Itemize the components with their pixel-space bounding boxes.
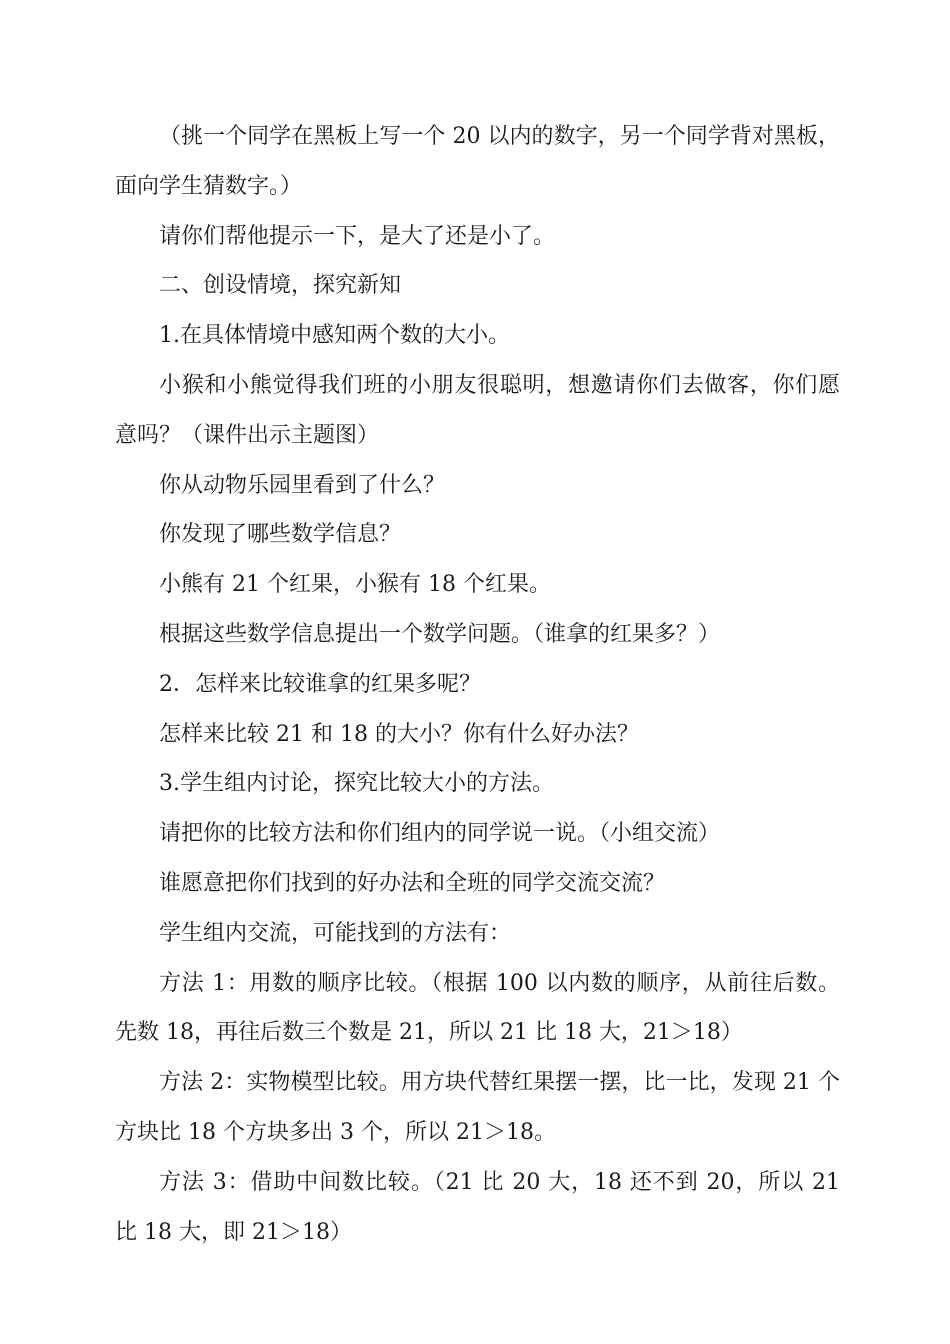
paragraph-group-discussion: 请把你的比较方法和你们组内的同学说一说。（小组交流） — [159, 821, 721, 847]
paragraph-question-math-info: 你发现了哪些数学信息？ — [159, 522, 402, 548]
paragraph-method-1: 方法 1：用数的顺序比较。（根据 100 以内数的顺序，从前往后数。先数 18，再往后数三个数是 21，所以 21 比 18 大，21＞18） — [115, 970, 840, 1046]
paragraph-compare-question: 怎样来比较 21 和 18 的大小？你有什么好办法？ — [159, 721, 639, 747]
paragraph-guess-number-activity: （挑一个同学在黑板上写一个 20 以内的数字，另一个同学背对黑板，面向学生猜数字。） — [115, 124, 840, 199]
paragraph-invitation: 小猴和小熊觉得我们班的小朋友很聪明，想邀请你们去做客，你们愿意吗？（课件出示主题图） — [115, 372, 840, 448]
paragraph-fruit-counts: 小熊有 21 个红果，小猴有 18 个红果。 — [159, 572, 551, 598]
document-body — [115, 112, 840, 1257]
paragraph-share-methods: 谁愿意把你们找到的好办法和全班的同学交流交流？ — [159, 870, 666, 896]
paragraph-method-3: 方法 3：借助中间数比较。（21 比 20 大，18 还不到 20，所以 21 比 18 大，即 21＞18） — [115, 1169, 840, 1245]
paragraph-step-2: 2．怎样来比较谁拿的红果多呢？ — [159, 671, 481, 697]
paragraph-pose-question: 根据这些数学信息提出一个数学问题。（谁拿的红果多？） — [159, 621, 721, 647]
paragraph-hint-prompt: 请你们帮他提示一下，是大了还是小了。 — [159, 223, 556, 249]
paragraph-method-2: 方法 2：实物模型比较。用方块代替红果摆一摆，比一比，发现 21 个方块比 18 个方块多出 3 个，所以 21＞18。 — [115, 1070, 840, 1145]
paragraph-possible-methods: 学生组内交流，可能找到的方法有： — [159, 920, 512, 946]
section-heading-create-situation: 二、创设情境，探究新知 — [159, 273, 402, 299]
paragraph-step-3: 3.学生组内讨论，探究比较大小的方法。 — [159, 771, 554, 797]
paragraph-step-1: 1.在具体情境中感知两个数的大小。 — [159, 323, 510, 349]
paragraph-question-what-seen: 你从动物乐园里看到了什么？ — [159, 472, 446, 498]
